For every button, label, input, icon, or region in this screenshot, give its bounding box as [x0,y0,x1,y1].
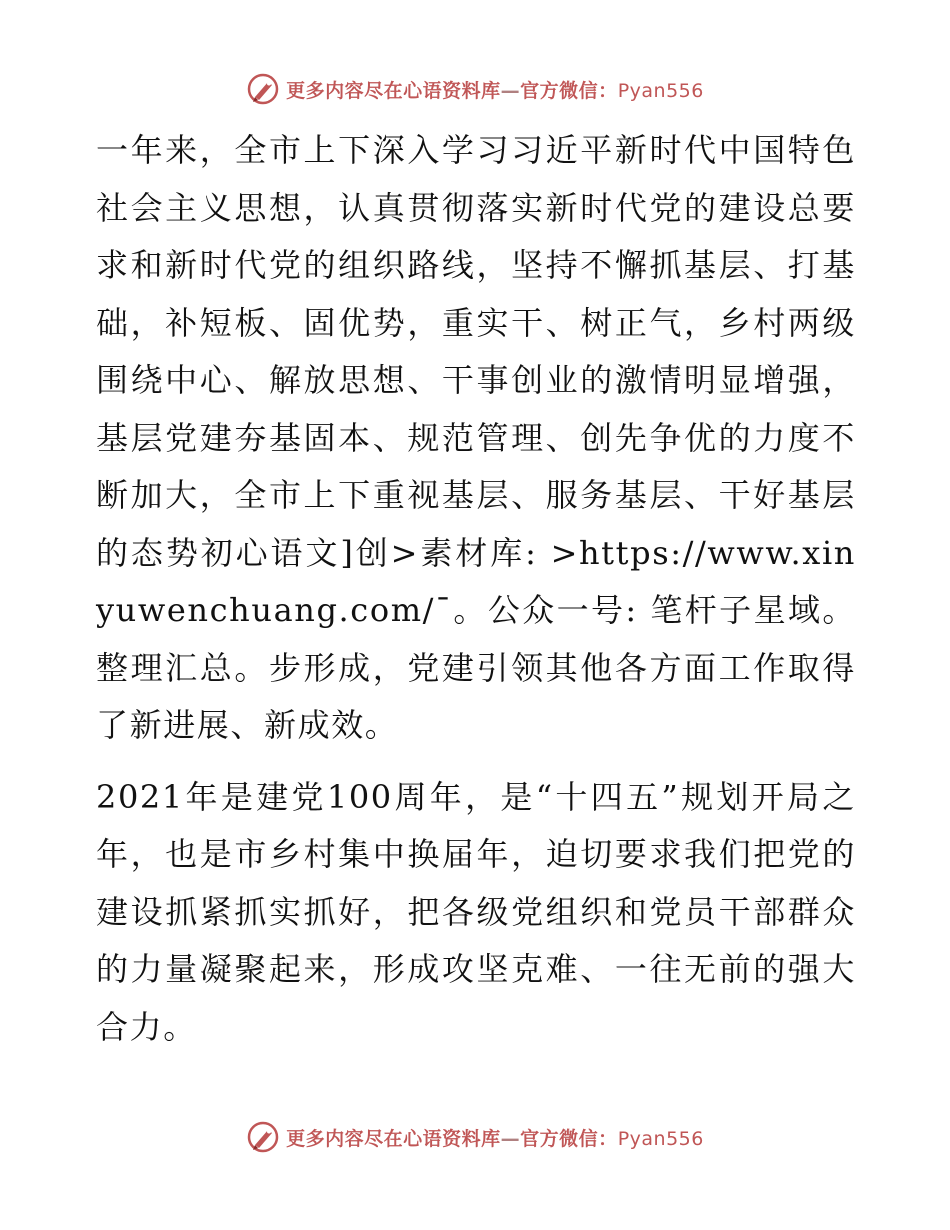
header-watermark-banner [0,72,950,106]
banner-wechat-id: Pyan556 [617,1127,704,1150]
paragraph-1: 一年来，全市上下深入学习习近平新时代中国特色社会主义思想，认真贯彻落实新时代党的建设总要求和新时代党的组织路线，坚持不懈抓基层、打基础，补短板、固优势，重实干、树正气，乡村两级围绕中心、解放思想、干事创业的激情明显增强，基层党建夯基固本、规范管理、创先争优的力度不断加大，全市上下重视基层、服务基层、干好基层的态势初心语文]创>素材库: >https://www.xinyuwenchuang.com/¯。公众一号: 笔杆子星域。整理汇总。步形成，党建引领其他各方面工作取得了新进展、新成效。 [96,131,856,744]
pen-logo-icon [246,1120,280,1154]
paragraph-2: 2021年是建党100周年，是“十四五”规划开局之年，也是市乡村集中换届年，迫切要求我们把党的建设抓紧抓实抓好，把各级党组织和党员干部群众的力量凝聚起来，形成攻坚克难、一往无前的强大合力。 [96,777,856,1046]
banner-wechat-id: Pyan556 [617,79,704,102]
document-body [96,122,856,1056]
banner-suffix: 官方微信： [520,79,618,102]
footer-watermark-banner [0,1120,950,1154]
banner-separator: — [500,1127,521,1150]
pen-logo-icon [246,72,280,106]
header-banner-text [286,76,704,103]
banner-title: 更多内容尽在心语资料库 [286,79,501,102]
banner-title: 更多内容尽在心语资料库 [286,1127,501,1150]
banner-separator: — [500,79,521,102]
footer-banner-text [286,1124,704,1151]
banner-suffix: 官方微信： [520,1127,618,1150]
